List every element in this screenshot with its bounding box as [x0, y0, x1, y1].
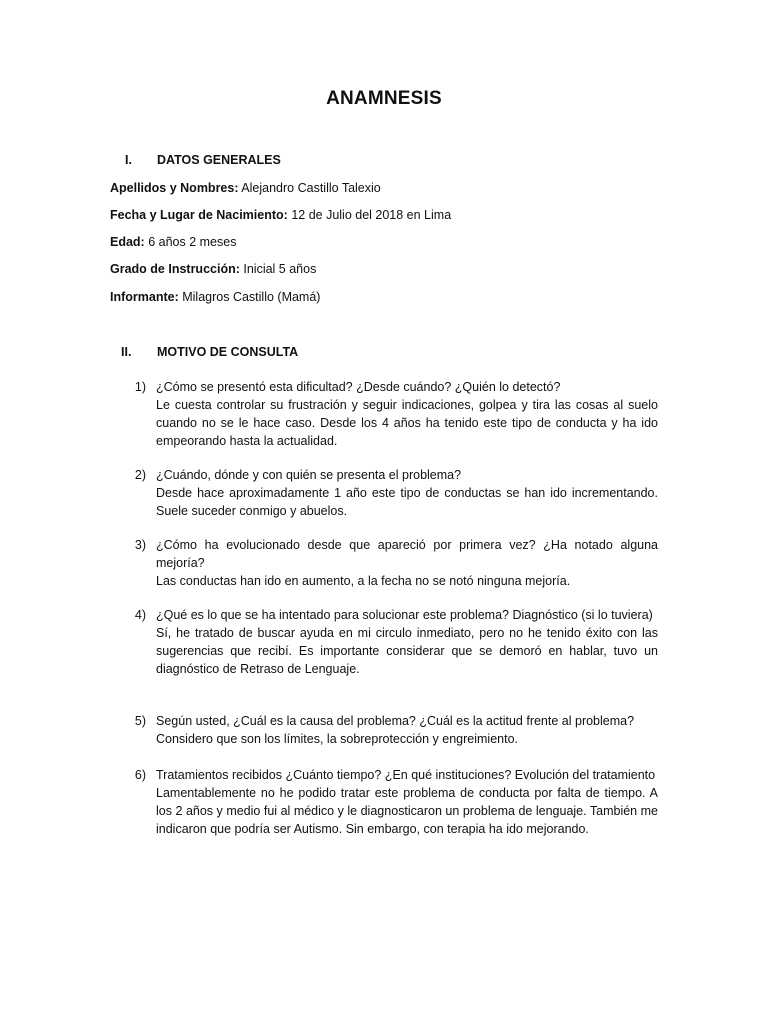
document-title: ANAMNESIS — [326, 88, 442, 109]
question-text: Según usted, ¿Cuál es la causa del problema? ¿Cuál es la actitud frente al problema? — [156, 714, 635, 728]
question-item-4 — [128, 606, 658, 678]
field-birth-date-place — [110, 206, 451, 224]
field-value: 6 años 2 meses — [148, 235, 237, 249]
field-value: Inicial 5 años — [243, 262, 317, 276]
question-text: Tratamientos recibidos ¿Cuánto tiempo? ¿En qué instituciones? Evolución del tratamiento — [156, 768, 656, 782]
section-number: I. — [125, 153, 132, 167]
field-label: Grado de Instrucción: — [110, 262, 240, 276]
question-text: ¿Cuándo, dónde y con quién se presenta el problema? — [156, 468, 462, 482]
question-item-5 — [128, 712, 658, 748]
question-number: 4) — [134, 608, 146, 622]
field-value: Milagros Castillo (Mamá) — [182, 290, 321, 304]
field-informant — [110, 288, 320, 306]
field-education-level — [110, 260, 316, 278]
section-title: MOTIVO DE CONSULTA — [157, 345, 299, 359]
question-text: ¿Qué es lo que se ha intentado para solucionar este problema? Diagnóstico (si lo tuviera) — [156, 608, 653, 622]
field-value: 12 de Julio del 2018 en Lima — [291, 208, 452, 222]
field-age — [110, 233, 236, 251]
field-label: Apellidos y Nombres: — [110, 181, 239, 195]
field-label: Edad: — [110, 235, 145, 249]
question-text: ¿Cómo se presentó esta dificultad? ¿Desde cuándo? ¿Quién lo detectó? — [156, 380, 561, 394]
question-item-1 — [128, 378, 658, 450]
question-number: 3) — [134, 538, 146, 552]
answer-text: Sí, he tratado de buscar ayuda en mi circulo inmediato, pero no he tenido éxito con las sugerencias que recibí. Es importante considerar que se demoró en hablar, tuvo un diagnóstico de Retraso de Lenguaje. — [156, 626, 658, 676]
section-number: II. — [121, 345, 132, 359]
question-item-6 — [128, 766, 658, 838]
question-number: 6) — [134, 768, 146, 782]
answer-text: Desde hace aproximadamente 1 año este tipo de conductas se han ido incrementando. Suele suceder conmigo y abuelos. — [156, 486, 658, 518]
answer-text: Lamentablemente no he podido tratar este problema de conducta por falta de tiempo. A los 2 años y medio fui al médico y le diagnosticaron un problema de lenguaje. También me indicaron que podría ser Autismo. Sin embargo, con terapia ha ido mejorando. — [156, 786, 658, 836]
answer-text: Considero que son los límites, la sobreprotección y engreimiento. — [156, 732, 518, 746]
section-title: DATOS GENERALES — [157, 153, 281, 167]
question-item-2 — [128, 466, 658, 520]
question-number: 2) — [134, 468, 146, 482]
question-item-3 — [128, 536, 658, 590]
field-label: Fecha y Lugar de Nacimiento: — [110, 208, 288, 222]
field-value: Alejandro Castillo Talexio — [241, 181, 381, 195]
answer-text: Las conductas han ido en aumento, a la fecha no se notó ninguna mejoría. — [156, 574, 571, 588]
question-number: 5) — [134, 714, 146, 728]
field-label: Informante: — [110, 290, 179, 304]
field-full-name — [110, 179, 381, 197]
answer-text: Le cuesta controlar su frustración y seguir indicaciones, golpea y tira las cosas al suelo cuando no se le hace caso. Desde los 4 años ha tenido este tipo de conducta y ha ido empeorando hasta la actualidad. — [156, 398, 658, 448]
question-number: 1) — [134, 380, 146, 394]
question-text: ¿Cómo ha evolucionado desde que apareció por primera vez? ¿Ha notado alguna mejoría? — [156, 538, 658, 570]
